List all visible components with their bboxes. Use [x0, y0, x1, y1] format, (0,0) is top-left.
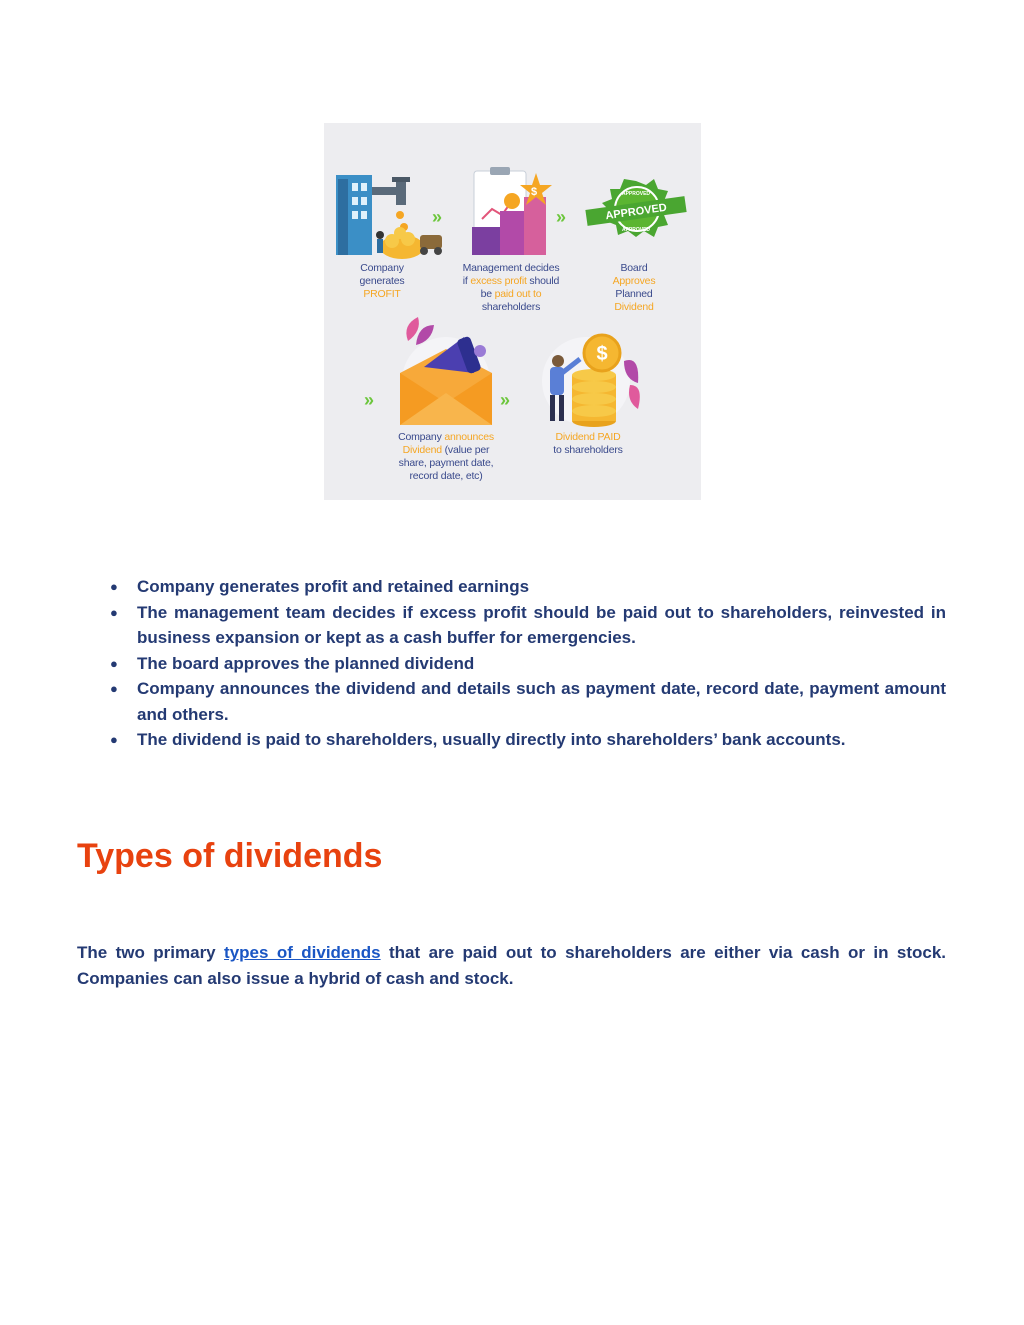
list-item — [78, 651, 946, 677]
bullet-icon: ● — [110, 732, 118, 747]
bullet-icon: ● — [110, 681, 118, 696]
step1-caption-line3: PROFIT — [363, 288, 401, 300]
arrow-icon: » — [364, 390, 375, 410]
list-item-text: The management team decides if excess profit should be paid out to shareholders, reinvested in business expansion or kept as a cash buffer for emergencies. — [137, 602, 946, 647]
list-item-text: The board approves the planned dividend — [137, 653, 475, 673]
dividend-process-list — [78, 574, 946, 753]
approved-badge-ring-top: APPROVED — [621, 191, 651, 197]
list-item — [78, 676, 946, 727]
approved-badge-icon — [585, 179, 686, 237]
step2-caption-line1: Management decides — [462, 262, 560, 274]
step2-caption-line2: if excess profit should — [462, 275, 560, 287]
svg-text:$: $ — [596, 343, 608, 365]
coin-pile-icon — [376, 227, 442, 259]
intro-paragraph — [77, 940, 946, 991]
step5-caption-line1: Dividend PAID — [555, 431, 621, 443]
list-item-text: Company announces the dividend and details such as payment date, record date, payment amount and others. — [137, 679, 946, 724]
bullet-icon: ● — [110, 604, 118, 620]
step1-caption-line1: Company — [360, 262, 404, 274]
list-item — [78, 600, 946, 651]
types-of-dividends-link[interactable]: types of dividends — [224, 943, 381, 962]
bullet-icon: ● — [110, 655, 118, 671]
arrow-icon: » — [556, 207, 567, 227]
step2-caption-line3: be paid out to — [480, 288, 542, 300]
bullet-icon: ● — [110, 579, 118, 594]
paragraph-text-before: The two primary — [77, 943, 225, 962]
dividend-process-illustration — [324, 123, 701, 500]
step4-caption-line1: Company announces — [398, 431, 494, 443]
paragraph-text-after: that are paid out to shareholders are either via cash or in stock. Companies can also issue a hybrid of cash and stock. — [77, 943, 947, 988]
step3-caption-line3: Planned — [615, 288, 653, 300]
step2-caption-line4: shareholders — [481, 301, 541, 313]
step3-caption-line2: Approves — [612, 275, 656, 287]
list-item — [78, 574, 946, 600]
step3-caption-line4: Dividend — [614, 301, 654, 313]
coin-stack-person-icon — [542, 335, 640, 427]
step1-caption-line2: generates — [359, 275, 405, 287]
step4-caption-line2: Dividend (value per — [402, 444, 490, 456]
approved-badge-ring-bottom: APPROVED — [621, 227, 651, 233]
list-item — [78, 727, 946, 753]
arrow-icon: » — [432, 207, 443, 227]
svg-text:$: $ — [531, 186, 538, 198]
step3-caption-line1: Board — [620, 262, 648, 274]
step5-caption-line2: to shareholders — [553, 444, 623, 456]
step4-caption-line3: share, payment date, — [398, 457, 494, 469]
section-heading: Types of dividends — [77, 837, 383, 875]
approved-badge-label: APPROVED — [604, 201, 668, 223]
list-item-text: The dividend is paid to shareholders, usually directly into shareholders’ bank accounts. — [137, 730, 846, 749]
list-item-text: Company generates profit and retained earnings — [137, 577, 530, 596]
arrow-icon: » — [500, 390, 511, 410]
step4-caption-line4: record date, etc) — [409, 470, 483, 482]
envelope-megaphone-icon — [400, 317, 492, 425]
clipboard-chart-icon — [472, 167, 552, 255]
